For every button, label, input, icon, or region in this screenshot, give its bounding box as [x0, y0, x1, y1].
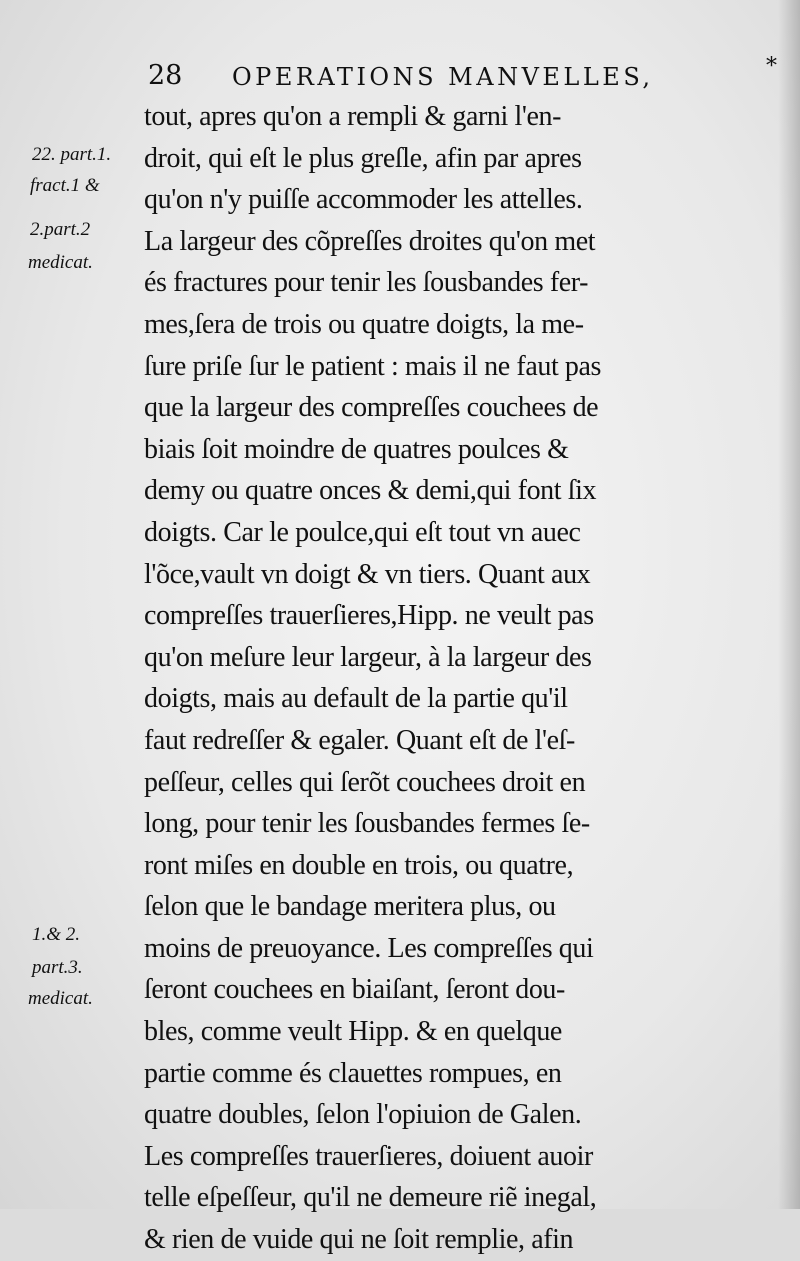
text-line: long, pour tenir les ſousbandes fermes ſe- — [144, 808, 590, 840]
page-edge-shadow — [778, 0, 800, 1209]
margin-note: medicat. — [28, 988, 93, 1009]
page-header — [148, 58, 748, 98]
text-line: demy ou quatre onces & demi,qui font ſix — [144, 475, 597, 507]
running-title: OPERATIONS MANVELLES, — [232, 63, 654, 91]
margin-note: medicat. — [28, 252, 93, 273]
text-line: Les compreſſes trauerſieres, doiuent auoir — [144, 1140, 593, 1172]
margin-note: 22. part.1. — [32, 144, 112, 165]
text-line: ront miſes en double en trois, ou quatre, — [144, 849, 574, 881]
body-text — [144, 96, 744, 1261]
corner-mark: * — [766, 54, 777, 79]
text-line: tout, apres qu'on a rempli & garni l'en- — [144, 101, 562, 132]
text-line: compreſſes trauerſieres,Hipp. ne veult pas — [144, 600, 594, 632]
text-line: telle eſpeſſeur, qu'il ne demeure riẽ inegal, — [144, 1182, 597, 1214]
text-line: ſure priſe ſur le patient : mais il ne faut pas — [144, 350, 602, 382]
text-line: qu'on n'y puiſſe accommoder les attelles. — [144, 184, 583, 216]
text-line: partie comme és clauettes rompues, en — [144, 1057, 562, 1089]
text-line: qu'on meſure leur largeur, à la largeur des — [144, 641, 592, 673]
text-line: l'õce,vault vn doigt & vn tiers. Quant aux — [144, 558, 591, 590]
text-line: droit, qui eſt le plus greſle, afin par apres — [144, 142, 582, 174]
margin-note: 1.& 2. — [32, 924, 81, 945]
text-line: faut redreſſer & egaler. Quant eſt de l'eſ- — [144, 724, 575, 756]
text-line: ſelon que le bandage meritera plus, ou — [144, 891, 556, 923]
text-line: doigts. Car le poulce,qui eſt tout vn auec — [144, 516, 581, 548]
text-line: & rien de vuide qui ne ſoit remplie, afin — [144, 1224, 574, 1256]
text-line: peſſeur, celles qui ſerõt couchees droit en — [144, 766, 586, 798]
margin-note: part.3. — [32, 957, 83, 978]
text-line: que la largeur des compreſſes couchees de — [144, 392, 599, 424]
text-line: doigts, mais au default de la partie qu'il — [144, 683, 568, 715]
text-line: La largeur des cõpreſſes droites qu'on met — [144, 225, 596, 257]
text-line: ſeront couchees en biaiſant, ſeront dou- — [144, 974, 565, 1006]
margin-note: 2.part.2 — [30, 219, 91, 240]
text-line: moins de preuoyance. Les compreſſes qui — [144, 932, 594, 964]
text-line: biais ſoit moindre de quatres poulces & — [144, 433, 569, 465]
text-line: és fractures pour tenir les ſousbandes fer- — [144, 267, 589, 299]
text-line: mes,ſera de trois ou quatre doigts, la me- — [144, 308, 584, 340]
page-number: 28 — [148, 60, 183, 91]
margin-note: fract.1 & — [30, 175, 100, 196]
text-line: bles, comme veult Hipp. & en quelque — [144, 1016, 562, 1048]
text-line: quatre doubles, ſelon l'opiuion de Galen. — [144, 1099, 582, 1131]
